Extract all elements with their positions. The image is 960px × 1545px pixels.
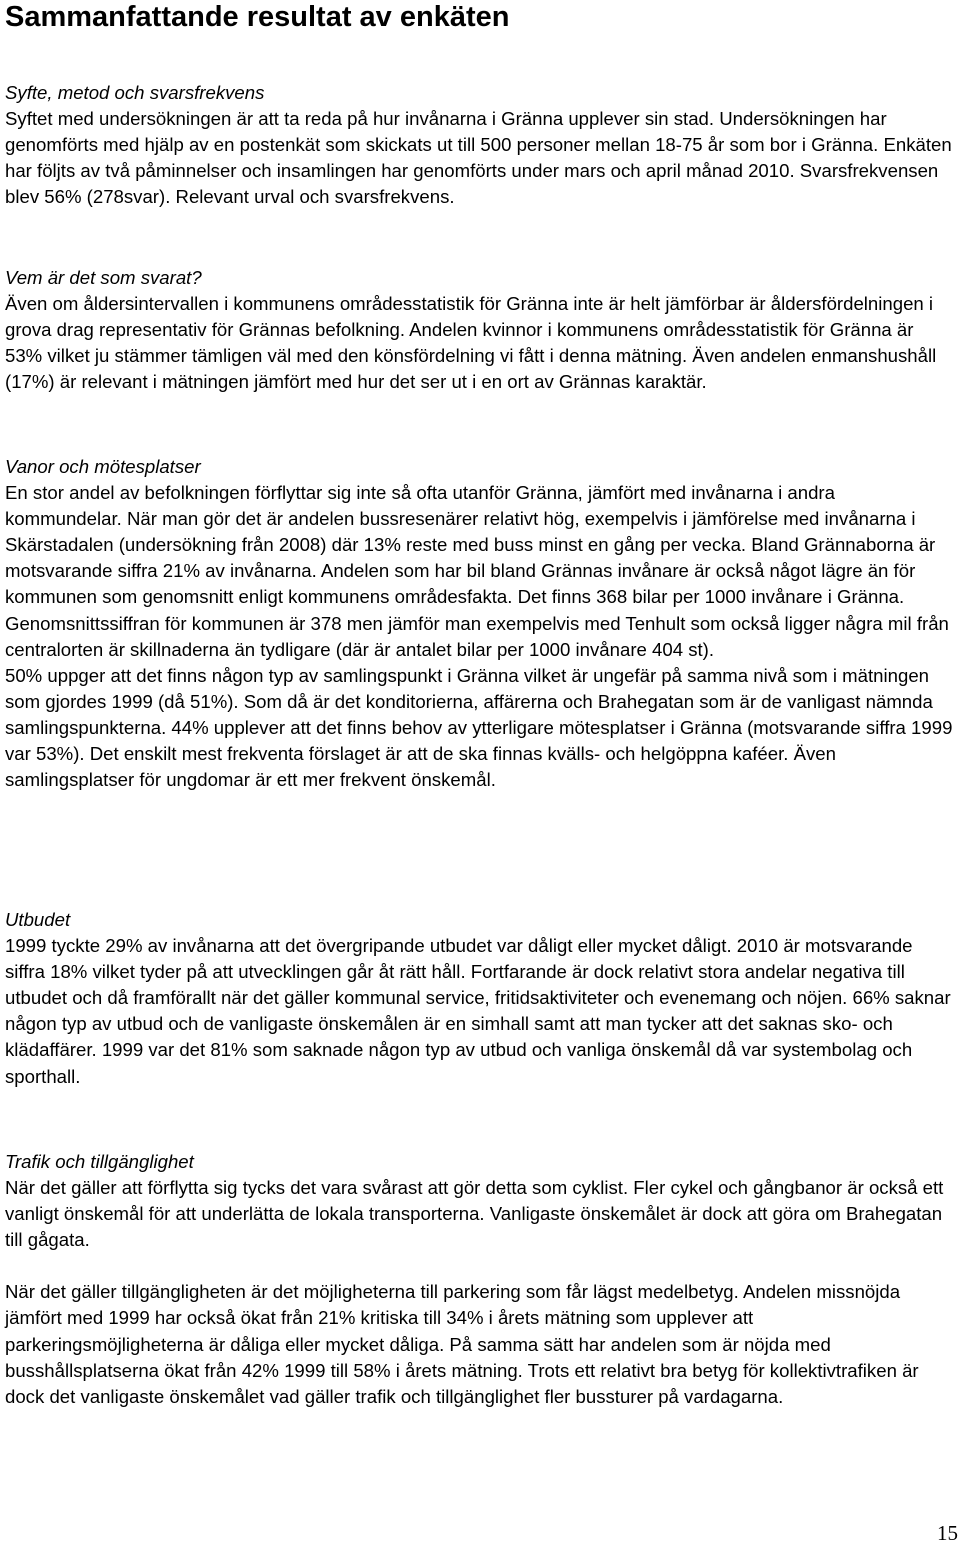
document-page	[5, 0, 955, 1407]
section-heading: Trafik och tillgänglighet	[5, 1151, 194, 1172]
section-heading: Vem är det som svarat?	[5, 267, 202, 288]
section-utbudet	[5, 907, 955, 1090]
section-paragraph: När det gäller tillgängligheten är det möjligheterna till parkering som får lägst medelbetyg. Andelen missnöjda jämfört med 1999 har också ökat från 21% kritiska till 34% i årets mätning som upplever att parkeringsmöjligheterna är dåliga eller mycket dåliga. På samma sätt har andelen som är nöjda med busshållsplatserna ökat från 42% 1999 till 58% i årets mätning. Trots ett relativt bra betyg för kollektivtrafiken är dock det vanligaste önskemålet vad gäller trafik och tillgänglighet fler bussturer på vardagarna.	[5, 1281, 919, 1407]
section-trafik	[5, 1149, 955, 1410]
section-vem-svarat	[5, 265, 955, 395]
page-title: Sammanfattande resultat av enkäten	[5, 1, 510, 33]
section-paragraph: 50% uppger att det finns någon typ av samlingspunkt i Gränna vilket är ungefär på samma nivå som i mätningen som gjordes 1999 (då 51%). Som då är det konditorierna, affärerna och Brahegatan som är de vanligast nämnda samlingspunkterna. 44% upplever att det finns behov av ytterligare mötesplatser i Gränna (motsvarande siffra 1999 var 53%). Det enskilt mest frekventa förslaget är att de ska finnas kvälls- och helgöppna kaféer. Även samlingsplatser för ungdomar är ett mer frekvent önskemål.	[5, 664, 953, 791]
page-number: 15	[937, 1521, 958, 1545]
section-syfte	[5, 80, 955, 210]
section-vanor	[5, 454, 955, 793]
section-paragraph: När det gäller att förflytta sig tycks det vara svårast att gör detta som cyklist. Fler cykel och gångbanor är också ett vanligt önskemål för att underlätta de lokala transporterna. Vanligaste önskemålet är dock att göra om Brahegatan till gågata.	[5, 1177, 944, 1251]
section-heading: Utbudet	[5, 909, 71, 930]
section-paragraph: Syftet med undersökningen är att ta reda på hur invånarna i Gränna upplever sin stad. Undersökningen har genomförts med hjälp av en postenkät som skickats ut till 500 personer mellan 18-75 år som bor i Gränna. Enkäten har följts av två påminnelser och insamlingen har genomförts under mars och april månad 2010. Svarsfrekvensen blev 56% (278svar). Relevant urval och svarsfrekvens.	[5, 108, 952, 208]
section-paragraph: Även om åldersintervallen i kommunens områdesstatistik för Gränna inte är helt jämförbar är åldersfördelningen i grova drag representativ för Grännas befolkning. Andelen kvinnor i kommunens områdesstatistik för Gränna är 53% vilket ju stämmer tämligen väl med den könsfördelning vi fått i denna mätning. Även andelen enmanshushåll (17%) är relevant i mätningen jämfört med hur det ser ut i en ort av Grännas karaktär.	[5, 293, 937, 393]
section-heading: Vanor och mötesplatser	[5, 456, 201, 477]
section-paragraph: 1999 tyckte 29% av invånarna att det övergripande utbudet var dåligt eller mycket dåligt. 2010 är motsvarande siffra 18% vilket tyder på att utvecklingen går åt rätt håll. Fortfarande är dock relativt stora andelar negativa till utbudet och då framförallt när det gäller kommunal service, fritidsaktiviteter och evenemang och nöjen. 66% saknar någon typ av utbud och de vanligaste önskemålen är en simhall samt att man tycker att det saknas sko- och klädaffärer. 1999 var det 81% som saknade någon typ av utbud och vanliga önskemål då var systembolag och sporthall.	[5, 935, 951, 1087]
section-heading: Syfte, metod och svarsfrekvens	[5, 82, 265, 103]
section-paragraph: En stor andel av befolkningen förflyttar sig inte så ofta utanför Gränna, jämfört med invånarna i andra kommundelar. När man gör det är andelen bussresenärer relativt hög, exempelvis i jämförelse med invånarna i Skärstadalen (undersökning från 2008) där 13% reste med buss minst en gång per vecka. Bland Grännaborna är motsvarande siffra 21% av invånarna. Andelen som har bil bland Grännas invånare är också något lägre än för kommunen som genomsnitt enligt kommunens områdesfakta. Det finns 368 bilar per 1000 invånare i Gränna. Genomsnittssiffran för kommunen är 378 men jämför man exempelvis med Tenhult som också ligger några mil från centralorten är skillnaderna än tydligare (där är antalet bilar per 1000 invånare 404 st).	[5, 482, 949, 660]
